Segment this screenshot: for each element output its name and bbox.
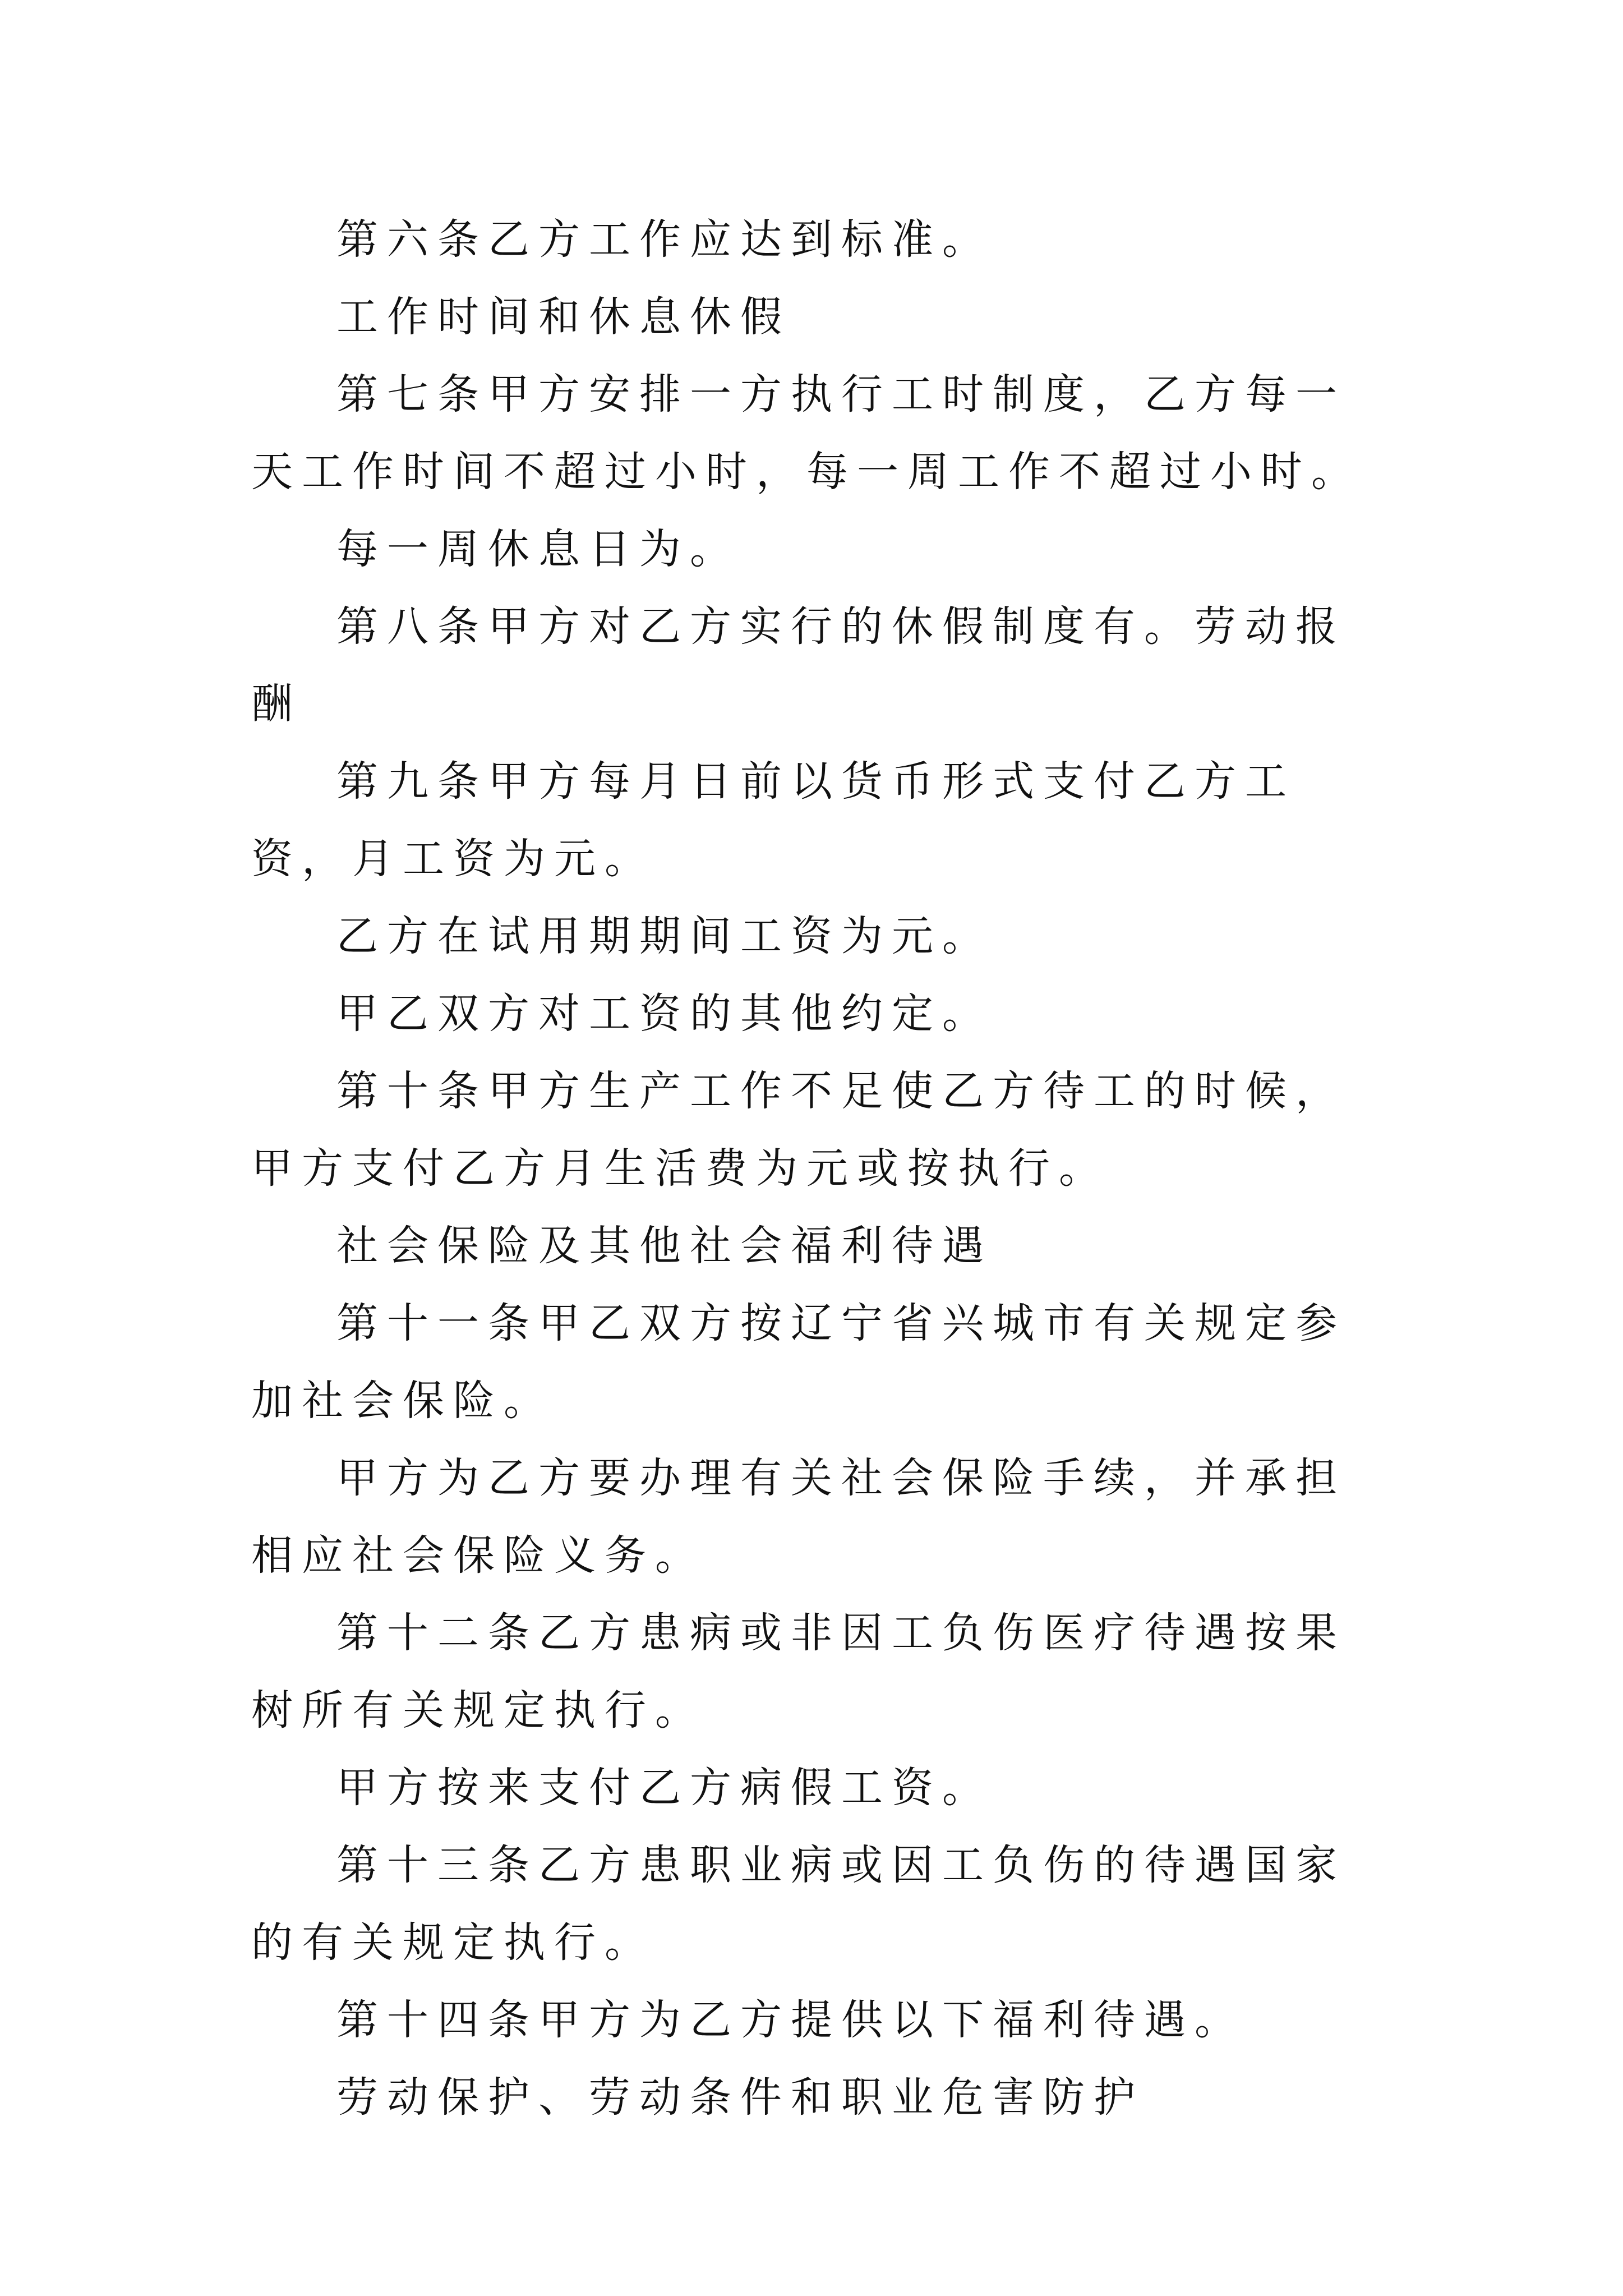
paragraph-article-11: 第十一条甲乙双方按辽宁省兴城市有关规定参加社会保险。: [251, 1299, 1346, 1425]
section-heading-working-hours: 工作时间和休息休假: [336, 293, 791, 341]
paragraph-article-8: 第八条甲方对乙方实行的休假制度有。劳动报酬: [251, 602, 1346, 728]
paragraph-other-wage-terms: 甲乙双方对工资的其他约定。: [336, 990, 993, 1038]
document-body: [251, 201, 1384, 2136]
paragraph-probation-wage: 乙方在试用期期间工资为元。: [336, 912, 993, 960]
paragraph-article-14: 第十四条甲方为乙方提供以下福利待遇。: [336, 1996, 1245, 2044]
paragraph-insurance-procedures: 甲方为乙方要办理有关社会保险手续，并承担相应社会保险义务。: [251, 1454, 1346, 1580]
paragraph-article-9: 第九条甲方每月日前以货币形式支付乙方工资，月工资为元。: [251, 757, 1295, 883]
paragraph-article-7: 第七条甲方安排一方执行工时制度，乙方每一天工作时间不超过小时，每一周工作不超过小时。: [251, 370, 1362, 496]
paragraph-article-10: 第十条甲方生产工作不足使乙方待工的时候，甲方支付乙方月生活费为元或按执行。: [251, 1067, 1346, 1193]
paragraph-article-6: 第六条乙方工作应达到标准。: [336, 215, 993, 264]
section-heading-social-insurance: 社会保险及其他社会福利待遇: [336, 1222, 993, 1270]
paragraph-article-12: 第十二条乙方患病或非因工负伤医疗待遇按果树所有关规定执行。: [251, 1609, 1346, 1734]
paragraph-weekly-rest: 每一周休息日为。: [336, 525, 740, 573]
section-heading-labor-protection: 劳动保护、劳动条件和职业危害防护: [336, 2073, 1144, 2122]
paragraph-sick-leave-pay: 甲方按来支付乙方病假工资。: [336, 1764, 993, 1812]
paragraph-article-13: 第十三条乙方患职业病或因工负伤的待遇国家的有关规定执行。: [251, 1841, 1346, 1967]
